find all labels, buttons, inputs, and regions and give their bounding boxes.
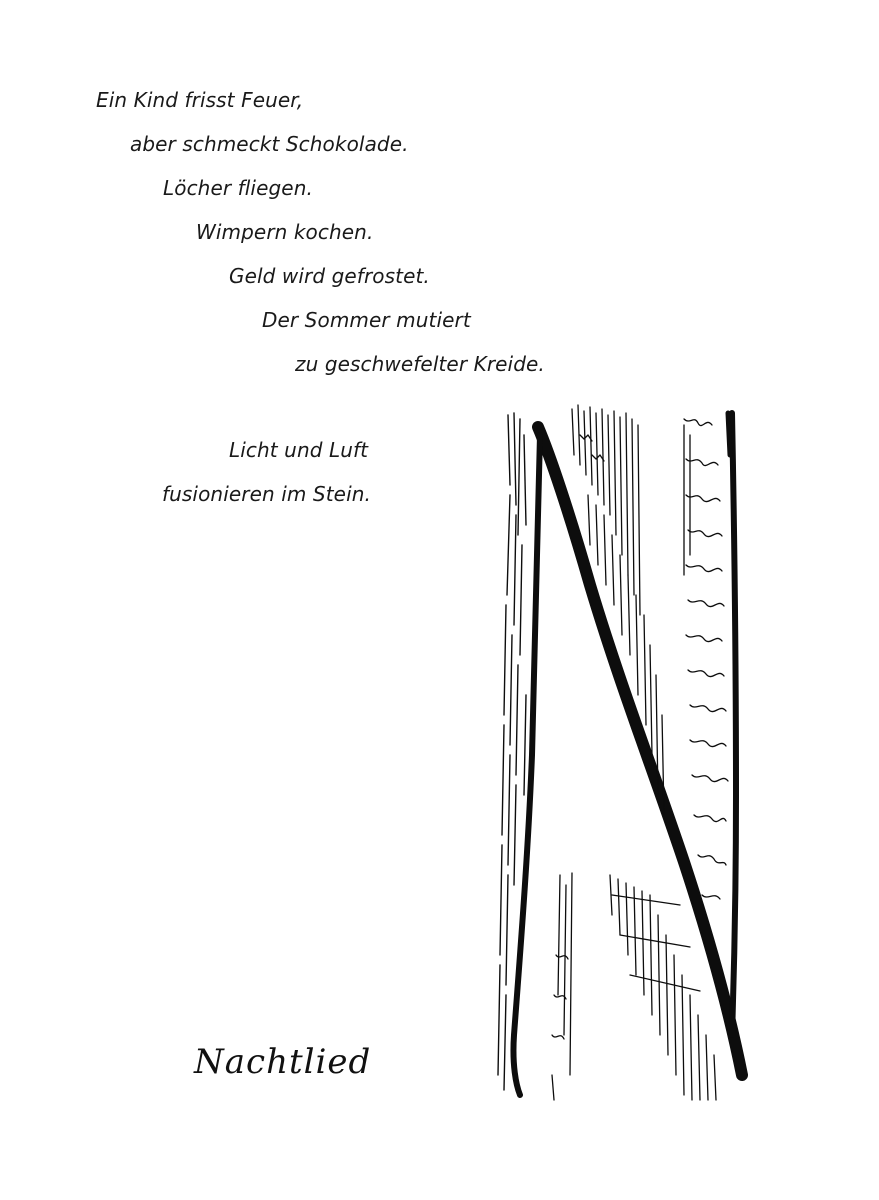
handwritten-title bbox=[190, 1030, 370, 1100]
poem-line: Der Sommer mutiert bbox=[262, 308, 471, 332]
poem-line: zu geschwefelter Kreide. bbox=[295, 352, 545, 376]
right-hatching bbox=[684, 419, 728, 899]
poem-line: Löcher fliegen. bbox=[163, 176, 313, 200]
poem-line: aber schmeckt Schokolade. bbox=[130, 132, 409, 156]
ink-letter-n-drawing bbox=[480, 395, 770, 1115]
right-vertical-stroke bbox=[732, 413, 736, 1035]
title-text: Nachtlied bbox=[194, 1042, 372, 1082]
left-hatching bbox=[498, 413, 526, 1090]
poem-line: Wimpern kochen. bbox=[196, 220, 374, 244]
poem-line: fusionieren im Stein. bbox=[162, 482, 371, 506]
poem-line: Geld wird gefrostet. bbox=[229, 264, 430, 288]
poem-line: Licht und Luft bbox=[229, 438, 369, 462]
bottom-left-hatching bbox=[552, 873, 572, 1100]
poem-line: Ein Kind frisst Feuer, bbox=[96, 88, 304, 112]
